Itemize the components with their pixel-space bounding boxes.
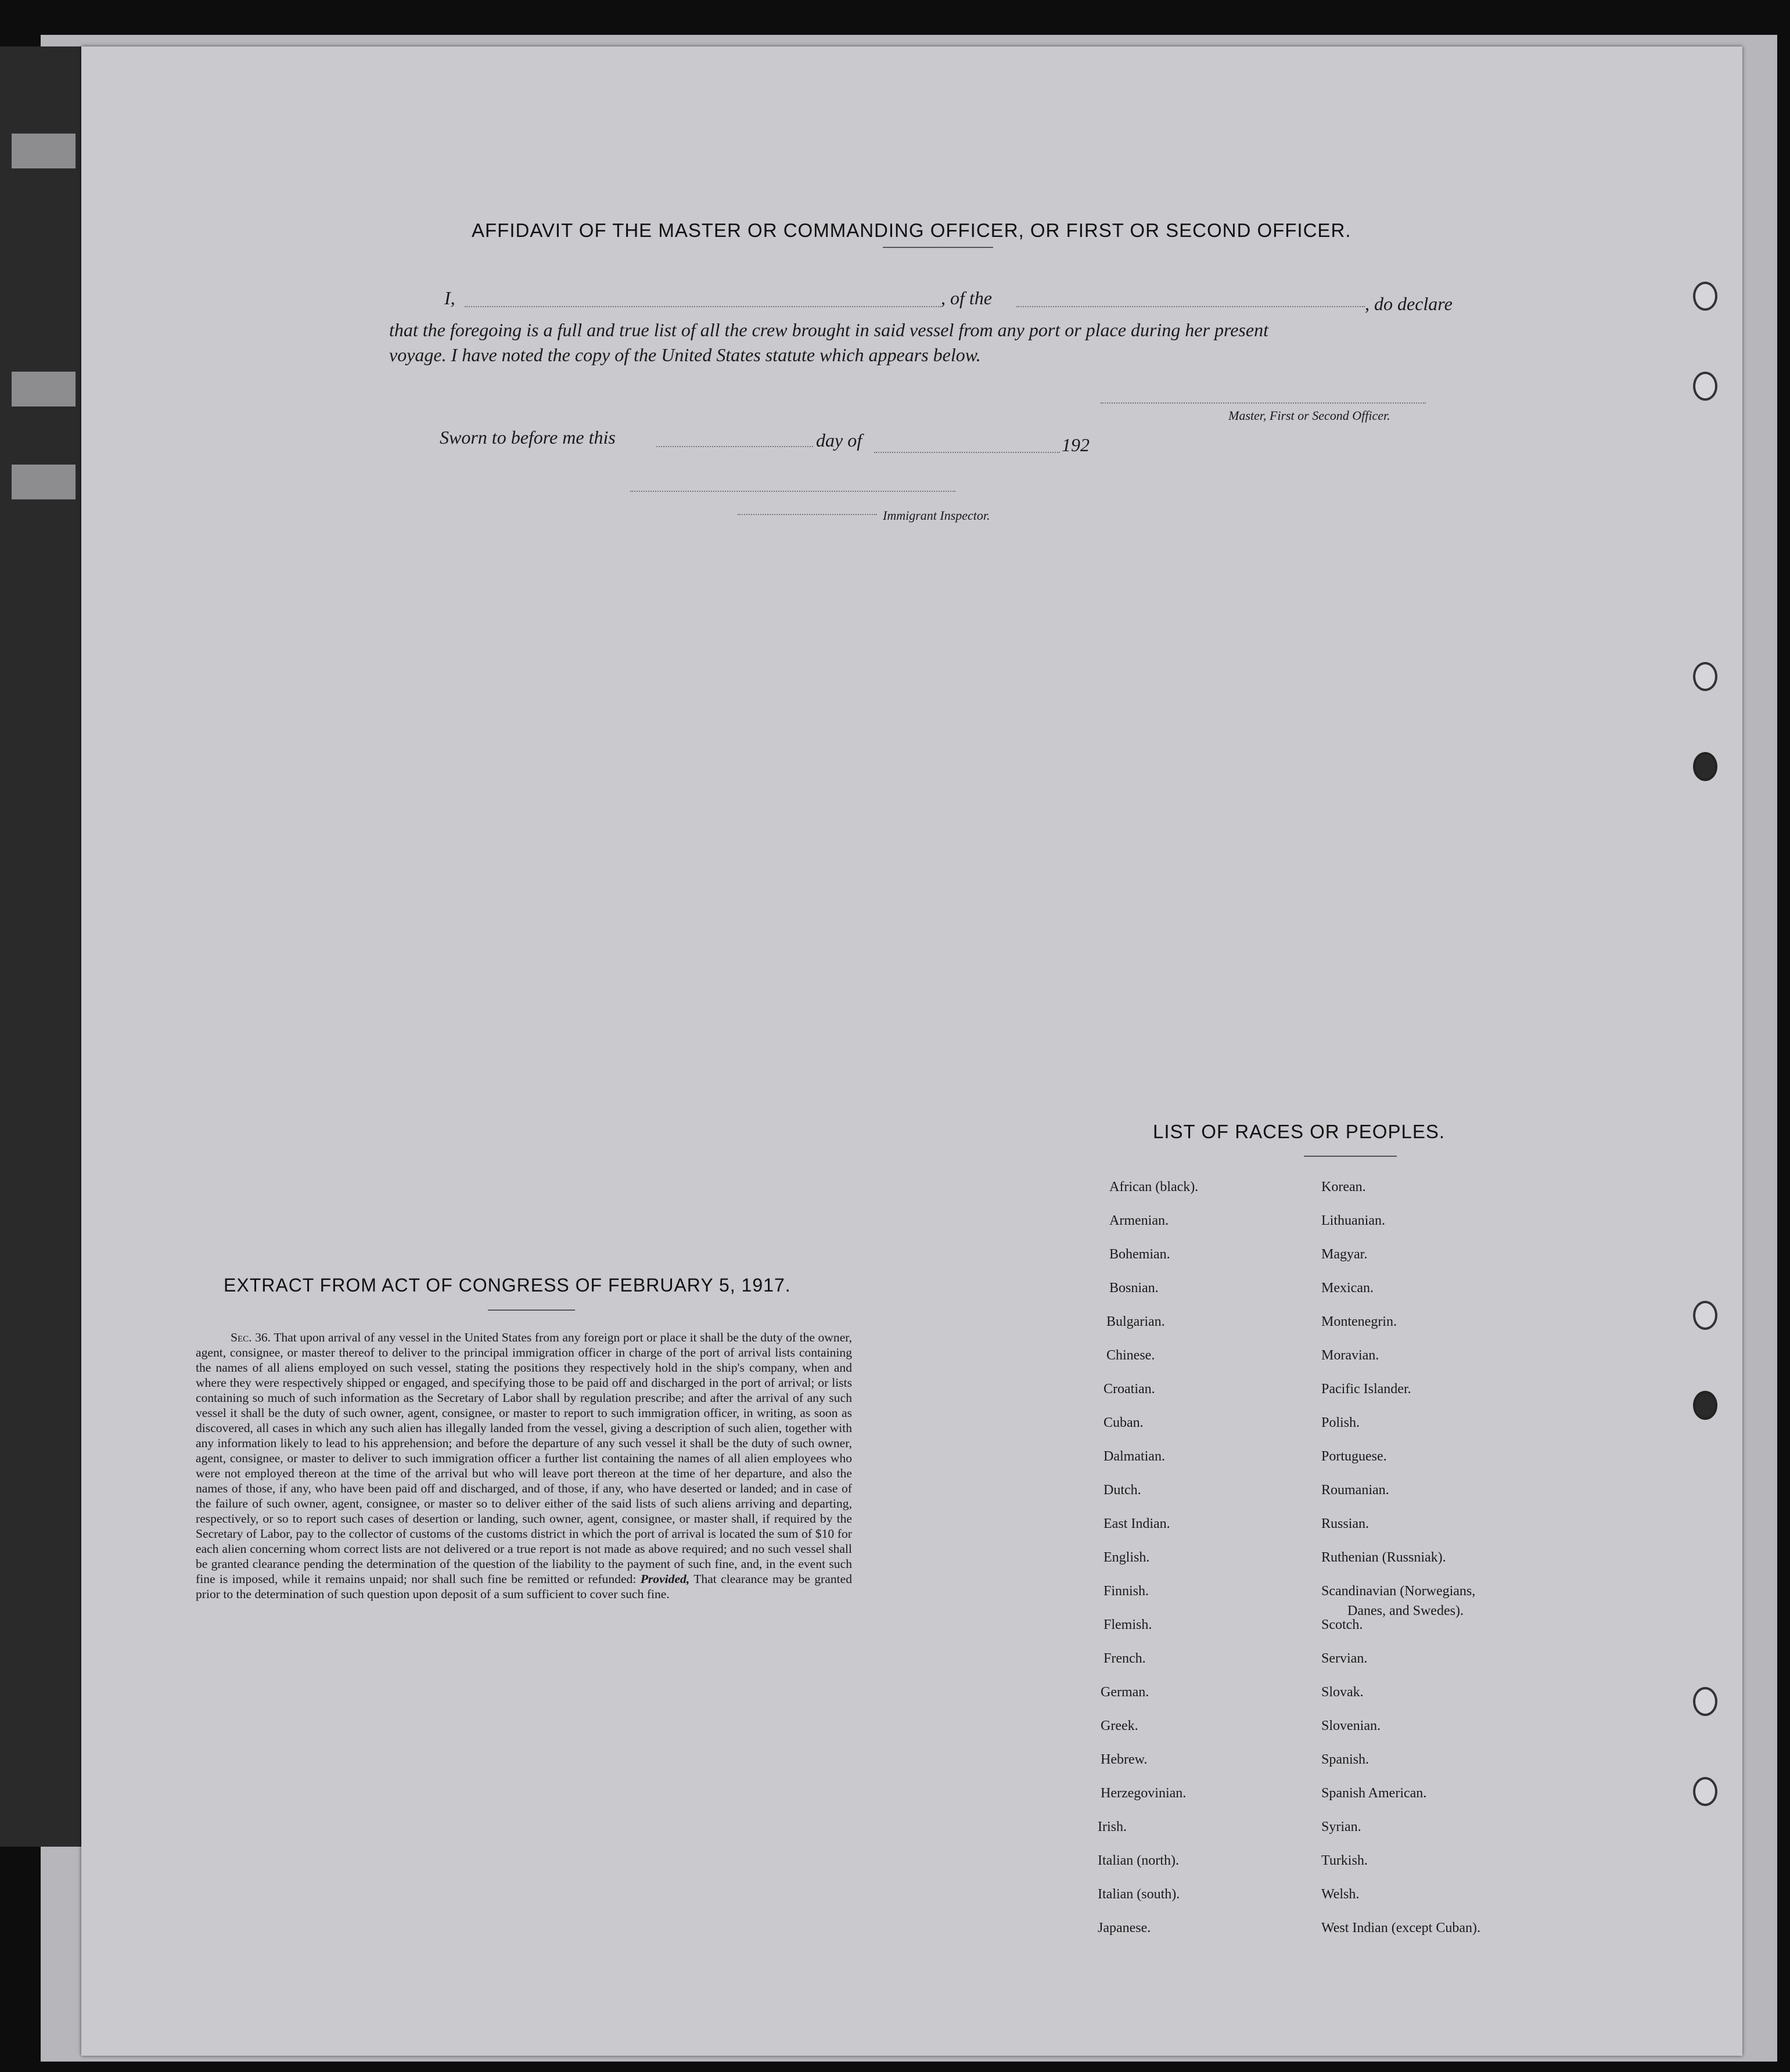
race-item: Korean. (1321, 1179, 1366, 1195)
race-item: Bosnian. (1109, 1280, 1159, 1296)
sworn-year: 192 (1062, 434, 1090, 455)
race-item: German. (1101, 1685, 1149, 1700)
affidavit-title: AFFIDAVIT OF THE MASTER OR COMMANDING OFFICER, OR FIRST OR SECOND OFFICER. (472, 220, 1352, 241)
punch-hole-icon (1693, 282, 1717, 311)
race-item: Chinese. (1106, 1348, 1155, 1363)
extract-body (196, 1330, 852, 1602)
affidavit-i: I, (444, 287, 455, 308)
race-item: Polish. (1321, 1415, 1360, 1430)
race-item: East Indian. (1104, 1516, 1170, 1531)
race-item: West Indian (except Cuban). (1321, 1920, 1480, 1936)
race-item: Slovenian. (1321, 1718, 1381, 1733)
extract-underline (488, 1310, 575, 1311)
race-item: African (black). (1109, 1179, 1199, 1195)
race-item: Scotch. (1321, 1617, 1363, 1632)
name-blank[interactable] (465, 306, 941, 307)
race-item: Bohemian. (1109, 1247, 1170, 1262)
race-item: Spanish. (1321, 1752, 1370, 1767)
inspector-rule (738, 514, 877, 515)
race-item: Croatian. (1104, 1382, 1155, 1397)
spine-tab (12, 465, 76, 499)
race-item: Dalmatian. (1104, 1449, 1165, 1464)
punch-hole-icon (1693, 1777, 1717, 1806)
race-item: Turkish. (1321, 1853, 1368, 1868)
spine-tab (12, 134, 76, 168)
master-signature-line[interactable] (1101, 402, 1426, 404)
race-item: Moravian. (1321, 1348, 1379, 1363)
inspector-signature-line[interactable] (630, 491, 955, 492)
race-item: Lithuanian. (1321, 1213, 1385, 1228)
race-item: Finnish. (1104, 1584, 1149, 1599)
race-item: Irish. (1098, 1819, 1127, 1834)
punch-hole-icon (1693, 752, 1717, 781)
sworn-prefix: Sworn to before me this (440, 427, 616, 448)
title-underline (883, 247, 993, 248)
race-item: Syrian. (1321, 1819, 1361, 1834)
extract-text: That upon arrival of any vessel in the United States from any foreign port or place it shall be the duty of the owner, agent, consignee, or master thereof to deliver to the principal immigration officer in charge of the port of arrival lists containing the names of all aliens employed on such vessel, stating the positions they respectively hold in the ship's company, when and where they were respectively shipped or engaged, and specifying those to be paid off and discharged in the port of arrival; or lists containing so much of such information as the Secretary of Labor shall by regulation prescribe; and after the arrival of any such vessel it shall be the duty of such owner, agent, consignee, or master to report to such immigration officer, in writing, as soon as discovered, all cases in which any such alien has illegally landed from the vessel, giving a description of such alien, together with any information likely to lead to his apprehension; and before the departure of any such vessel it shall be the duty of such owner, agent, consignee, or master to deliver to such immigration officer a further list containing the names of all alien employees who were not employed thereon at the time of the arrival but who will leave port thereon at the time of her departure, and also the names of those, if any, who have been paid off and discharged, and of those, if any, who have deserted or landed; and in case of the failure of such owner, agent, consignee, or master so to deliver either of the said lists of such aliens arriving and departing, respectively, or so to report such cases of desertion or landing, such owner, agent, consignee, or master shall, if required by the Secretary of Labor, pay to the collector of customs of the customs district in which the port of arrival is located the sum of $10 for each alien concerning whom correct lists are not delivered or a true report is not made as above required; and no such vessel shall be granted clearance pending the determination of the question of the liability to the payment of such fine, and, in the event such fine is imposed, while it remains unpaid; nor shall such fine be remitted or refunded: (196, 1330, 852, 1586)
affidavit-line-2: that the foregoing is a full and true list of all the crew brought in said vessel from any port or place during her present (389, 319, 1268, 340)
race-item: Ruthenian (Russniak). (1321, 1550, 1446, 1565)
race-item: Armenian. (1109, 1213, 1169, 1228)
spine-tab (12, 372, 76, 407)
race-item: Flemish. (1104, 1617, 1152, 1632)
race-item: Cuban. (1104, 1415, 1144, 1430)
provided-word: Provided, (640, 1572, 690, 1586)
punch-hole-icon (1693, 1391, 1717, 1420)
race-item: Italian (south). (1098, 1887, 1180, 1902)
race-item: Pacific Islander. (1321, 1382, 1411, 1397)
race-item: Roumanian. (1321, 1483, 1389, 1498)
race-item: Danes, and Swedes). (1347, 1603, 1464, 1618)
race-item: Magyar. (1321, 1247, 1368, 1262)
race-item: Welsh. (1321, 1887, 1360, 1902)
punch-hole-icon (1693, 662, 1717, 691)
race-item: English. (1104, 1550, 1150, 1565)
sworn-month-blank[interactable] (874, 452, 1060, 453)
race-item: Scandinavian (Norwegians, (1321, 1584, 1476, 1599)
race-item: Mexican. (1321, 1280, 1374, 1296)
races-underline (1304, 1156, 1397, 1157)
affidavit-do-declare: , do declare (1365, 293, 1453, 314)
punch-hole-icon (1693, 1687, 1717, 1716)
binder-spine (0, 46, 87, 1847)
affidavit-of-the: , of the (941, 287, 992, 308)
sworn-day-of: day of (816, 430, 862, 451)
race-item: Greek. (1101, 1718, 1138, 1733)
race-item: Spanish American. (1321, 1786, 1427, 1801)
race-item: Hebrew. (1101, 1752, 1148, 1767)
inspector-label: Immigrant Inspector. (883, 508, 990, 523)
affidavit-line-3: voyage. I have noted the copy of the United States statute which appears below. (389, 344, 981, 365)
master-label: Master, First or Second Officer. (1228, 408, 1390, 423)
extract-text-end: That clearance may be granted prior to the determination of such question upon deposit of a sum sufficient to cover such fine. (196, 1572, 852, 1601)
race-item: Bulgarian. (1106, 1314, 1165, 1329)
race-item: Slovak. (1321, 1685, 1364, 1700)
race-item: Russian. (1321, 1516, 1370, 1531)
section-label: Sec. 36. (231, 1330, 271, 1344)
race-item: Herzegovinian. (1101, 1786, 1187, 1801)
race-item: Dutch. (1104, 1483, 1141, 1498)
race-item: French. (1104, 1651, 1146, 1666)
race-item: Servian. (1321, 1651, 1368, 1666)
race-item: Portuguese. (1321, 1449, 1387, 1464)
race-item: Italian (north). (1098, 1853, 1179, 1868)
race-item: Montenegrin. (1321, 1314, 1397, 1329)
punch-hole-icon (1693, 1301, 1717, 1330)
sworn-day-blank[interactable] (656, 446, 813, 447)
extract-title: EXTRACT FROM ACT OF CONGRESS OF FEBRUARY 5, 1917. (224, 1275, 791, 1296)
races-title: LIST OF RACES OR PEOPLES. (1153, 1121, 1446, 1142)
race-item: Japanese. (1098, 1920, 1151, 1936)
punch-hole-icon (1693, 372, 1717, 401)
vessel-blank[interactable] (1016, 306, 1365, 307)
